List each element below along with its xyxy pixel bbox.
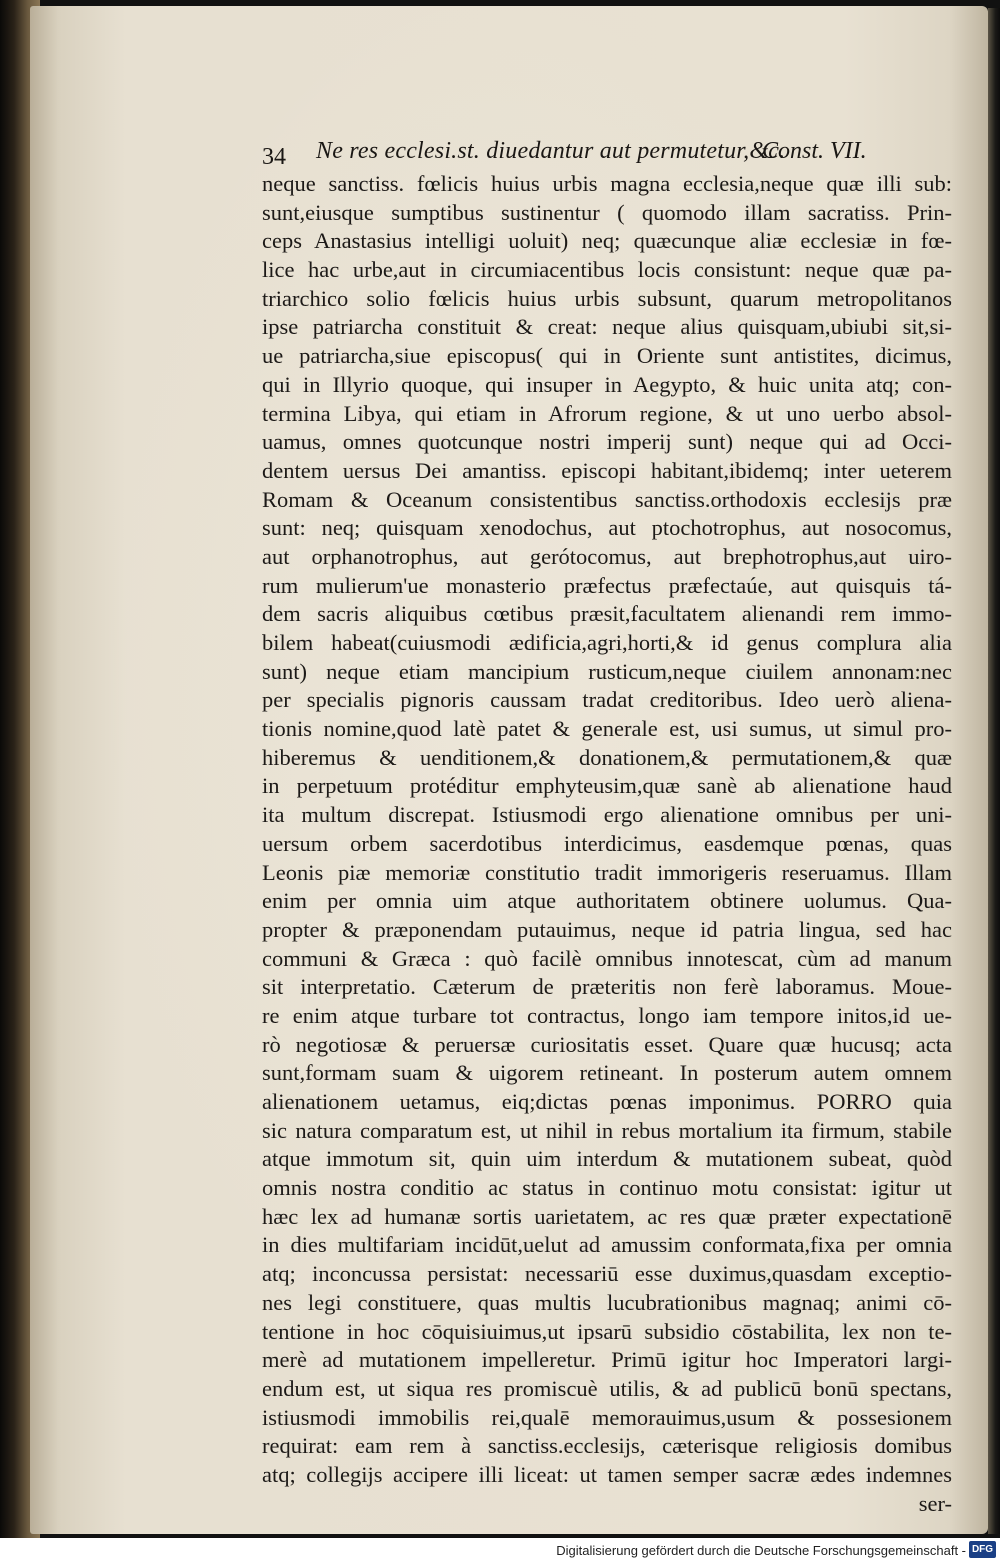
text-line: Leonis piæ memoriæ constitutio tradit immorigeris reseruamus. Illam bbox=[262, 859, 952, 885]
text-line: hiberemus & uenditionem,& donationem,& permutationem,& quæ bbox=[262, 744, 952, 770]
text-line: sunt,formam suam & uigorem retineant. In posterum autem omnem bbox=[262, 1060, 952, 1086]
text-line: sic natura comparatum est, ut nihil in rebus mortalium ita firmum, stabile bbox=[262, 1117, 952, 1143]
text-line: propter & præponendam putauimus, neque id patria lingua, sed hac bbox=[262, 916, 952, 942]
text-line: termina Libya, qui etiam in Afrorum regione, & ut uno uerbo absol- bbox=[262, 400, 952, 426]
text-line: ita multum discrepat. Istiusmodi ergo alienatione omnibus per uni- bbox=[262, 802, 952, 828]
text-line: sit interpretatio. Cæterum de præteritis non ferè laboramus. Moue- bbox=[262, 974, 952, 1000]
text-line: triarchico solio fœlicis huius urbis subsunt, quarum metropolitanos bbox=[262, 285, 952, 311]
text-line: re enim atque turbare tot contractus, longo iam tempore initos,id ue- bbox=[262, 1002, 952, 1028]
text-line: tionis nomine,quod latè patet & generale est, usi sumus, ut simul pro- bbox=[262, 716, 952, 742]
text-line: uamus, omnes quotcunque nostri imperij sunt) neque qui ad Occi- bbox=[262, 429, 952, 455]
text-line: sunt,eiusque sumptibus sustinentur ( quomodo illam sacratiss. Prin- bbox=[262, 199, 952, 225]
text-line: requirat: eam rem à sanctiss.ecclesijs, cæterisque religiosis domibus bbox=[262, 1433, 952, 1459]
constitution-number: Const. VII. bbox=[762, 138, 867, 164]
text-line: per specialis pignoris caussam tradat creditoribus. Ideo uerò aliena- bbox=[262, 687, 952, 713]
text-line: tentione in hoc cōquisiuimus,ut ipsarū subsidio cōstabilita, lex non te- bbox=[262, 1318, 952, 1344]
text-line: ipse patriarcha constituit & creat: neque alius quisquam,ubiubi sit,si- bbox=[262, 314, 952, 340]
text-line: atq; inconcussa persistat: necessariū esse duximus,quasdam exceptio- bbox=[262, 1261, 952, 1287]
text-line: rò negotiosæ & peruersæ curiositatis esset. Quare quæ hucusq; acta bbox=[262, 1031, 952, 1057]
page-shadow bbox=[988, 8, 1000, 1534]
text-line: qui in Illyrio quoque, qui insuper in Aegypto, & huic unita atq; con- bbox=[262, 371, 952, 397]
text-line: communi & Græca : quò facilè omnibus innotescat, cùm ad manum bbox=[262, 945, 952, 971]
running-title: Ne res ecclesi.st. diuedantur aut permutetur,&c. bbox=[316, 138, 786, 164]
text-line: enim per omnia uim atque authoritatem obtinere uolumus. Qua- bbox=[262, 888, 952, 914]
text-line: atq; collegijs accipere illi liceat: ut tamen semper sacræ ædes indemnes bbox=[262, 1461, 952, 1487]
text-line: dentem uersus Dei amantiss. episcopi habitant,ibidemq; inter ueterem bbox=[262, 457, 952, 483]
text-line: uersum orbem sacerdotibus interdicimus, easdemque pœnas, quas bbox=[262, 830, 952, 856]
text-line: aut orphanotrophus, aut gerótocomus, aut brephotrophus,aut uiro- bbox=[262, 543, 952, 569]
text-line: ue patriarcha,siue episcopus( qui in Oriente sunt antistites, dicimus, bbox=[262, 343, 952, 369]
dfg-logo: DFG bbox=[969, 1541, 996, 1558]
text-line: in perpetuum protéditur emphyteusim,quæ sanè ab alienatione haud bbox=[262, 773, 952, 799]
text-line: nes legi constituere, quas multis lucubrationibus magnaq; animi cō- bbox=[262, 1289, 952, 1315]
text-line: merè ad mutationem impelleretur. Primū igitur hoc Imperatori largi- bbox=[262, 1347, 952, 1373]
text-line: in dies multifariam incidūt,uelut ad amussim conformata,fixa per omnia bbox=[262, 1232, 952, 1258]
footer-credit: Digitalisierung gefördert durch die Deutsche Forschungsgemeinschaft - bbox=[556, 1543, 966, 1558]
text-line: rum mulierum'ue monasterio præfectus præfectaúe, aut quisquis tá- bbox=[262, 572, 952, 598]
text-line: Romam & Oceanum consistentibus sanctiss.orthodoxis ecclesijs præ bbox=[262, 486, 952, 512]
text-line: bilem habeat(cuiusmodi ædificia,agri,horti,& id genus complura alia bbox=[262, 630, 952, 655]
text-line: ser- bbox=[918, 1490, 952, 1516]
text-line: dem sacris aliquibus cœtibus præsit,facultatem alienandi rem immo- bbox=[262, 601, 952, 627]
text-line: sunt: neq; quisquam xenodochus, aut ptochotrophus, aut nosocomus, bbox=[262, 515, 952, 541]
page-number: 34 bbox=[262, 144, 286, 170]
text-line: neque sanctiss. fœlicis huius urbis magna ecclesia,neque quæ illi sub: bbox=[262, 171, 952, 196]
text-line: ceps Anastasius intelligi uoluit) neq; quæcunque aliæ ecclesiæ in fœ- bbox=[262, 228, 952, 254]
text-line: sunt) neque etiam mancipium rusticum,neque ciuilem annonam:nec bbox=[262, 658, 952, 684]
body-text bbox=[262, 170, 952, 1518]
text-line: lice hac urbe,aut in circumiacentibus locis consistunt: neque quæ pa- bbox=[262, 257, 952, 283]
text-line: omnis nostra conditio ac status in continuo motu consistat: igitur ut bbox=[262, 1175, 952, 1201]
text-line: atque immotum sit, quin uim interdum & mutationem subeat, quòd bbox=[262, 1146, 952, 1172]
text-line: hæc lex ad humanæ sortis uarietatem, ac res quæ præter expectationē bbox=[262, 1203, 952, 1229]
text-line: endum est, ut siqua res promiscuè utilis, & ad publicū bonū spectans, bbox=[262, 1375, 952, 1401]
text-line: alienationem uetamus, eiq;dictas pœnas imponimus. PORRO quia bbox=[262, 1089, 952, 1114]
text-line: istiusmodi immobilis rei,qualē memorauimus,usum & possesionem bbox=[262, 1404, 952, 1430]
